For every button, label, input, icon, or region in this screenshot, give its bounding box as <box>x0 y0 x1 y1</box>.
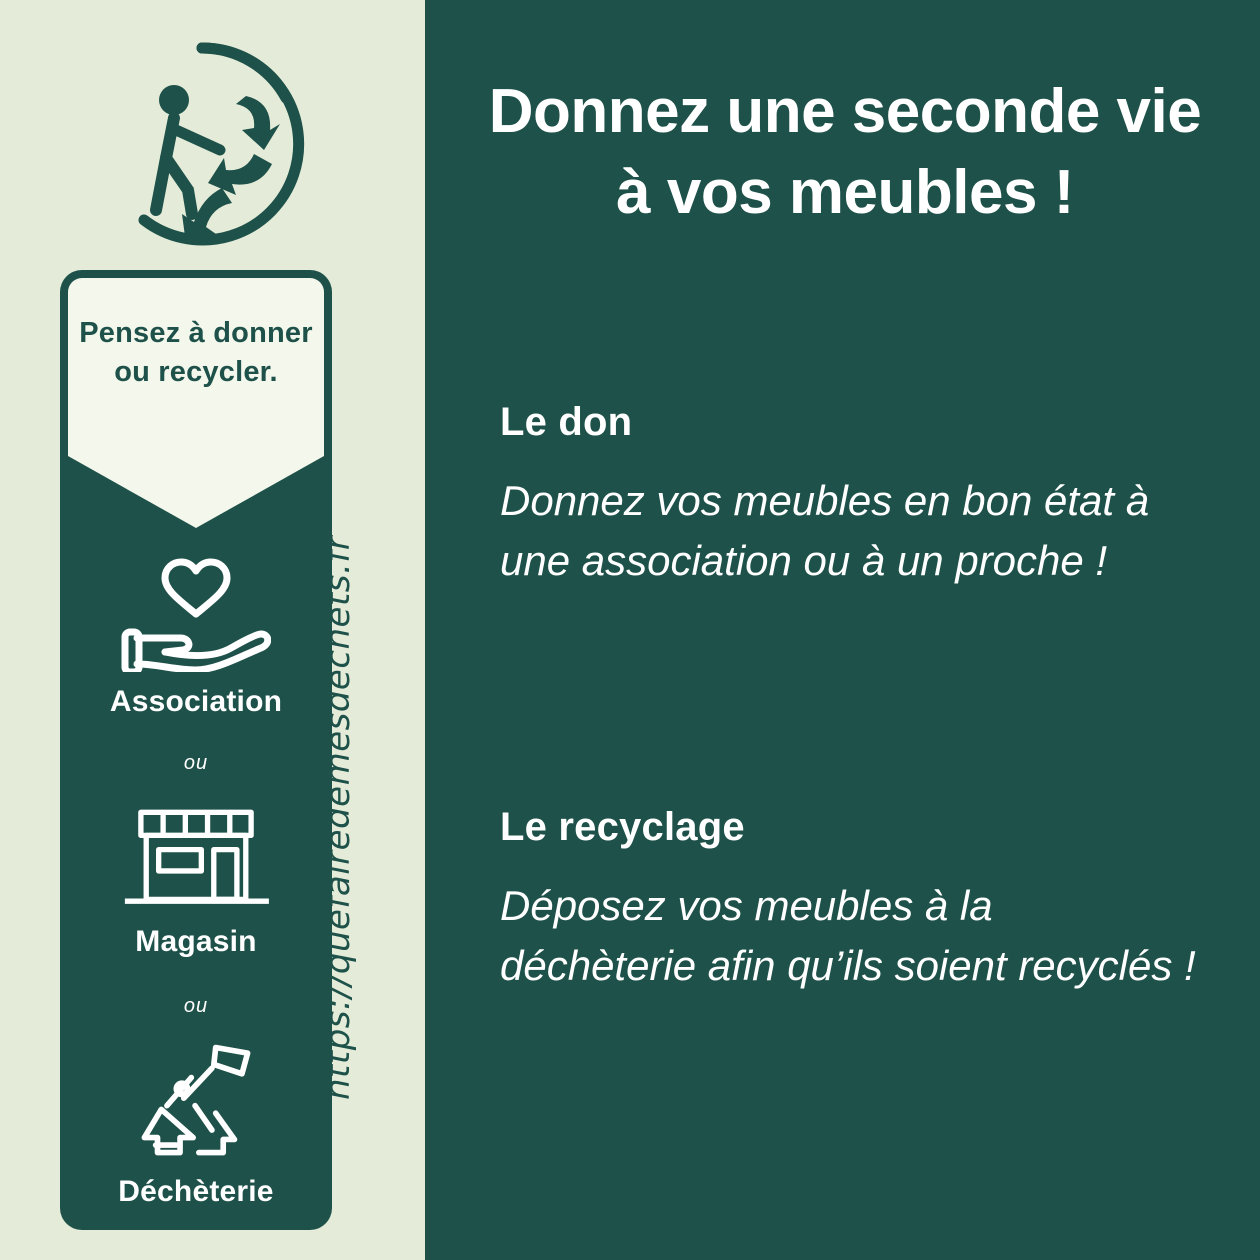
step-label-magasin: Magasin <box>135 925 257 958</box>
section-don <box>500 400 1200 590</box>
page-title <box>455 72 1235 233</box>
section-recyclage-heading: Le recyclage <box>500 805 745 849</box>
banner <box>68 278 324 528</box>
separator-ou-1: ou <box>183 752 209 774</box>
hand-heart-icon <box>60 552 332 677</box>
section-recyclage-body: Déposez vos meubles à la déchèterie afin qu’ils soient recyclés ! <box>500 882 1196 989</box>
separator-ou-2: ou <box>183 995 209 1017</box>
section-don-heading: Le don <box>500 400 633 444</box>
recycling-center-icon <box>60 1040 332 1167</box>
website-url[interactable]: https://quefairedemesdechets.fr <box>318 535 358 1100</box>
step-decheterie <box>60 1040 332 1209</box>
headline-line-2: à vos meubles ! <box>616 157 1074 227</box>
section-don-body: Donnez vos meubles en bon état à une association ou à un proche ! <box>500 477 1150 584</box>
step-association <box>60 552 332 719</box>
shop-icon <box>60 805 332 917</box>
section-recyclage <box>500 805 1200 995</box>
banner-text: Pensez à donner ou recycler. <box>79 317 313 388</box>
step-label-decheterie: Déchèterie <box>118 1175 274 1208</box>
step-label-association: Association <box>109 685 283 718</box>
recycle-person-icon <box>96 38 308 250</box>
step-magasin <box>60 805 332 959</box>
headline-line-1: Donnez une seconde vie <box>488 77 1202 146</box>
